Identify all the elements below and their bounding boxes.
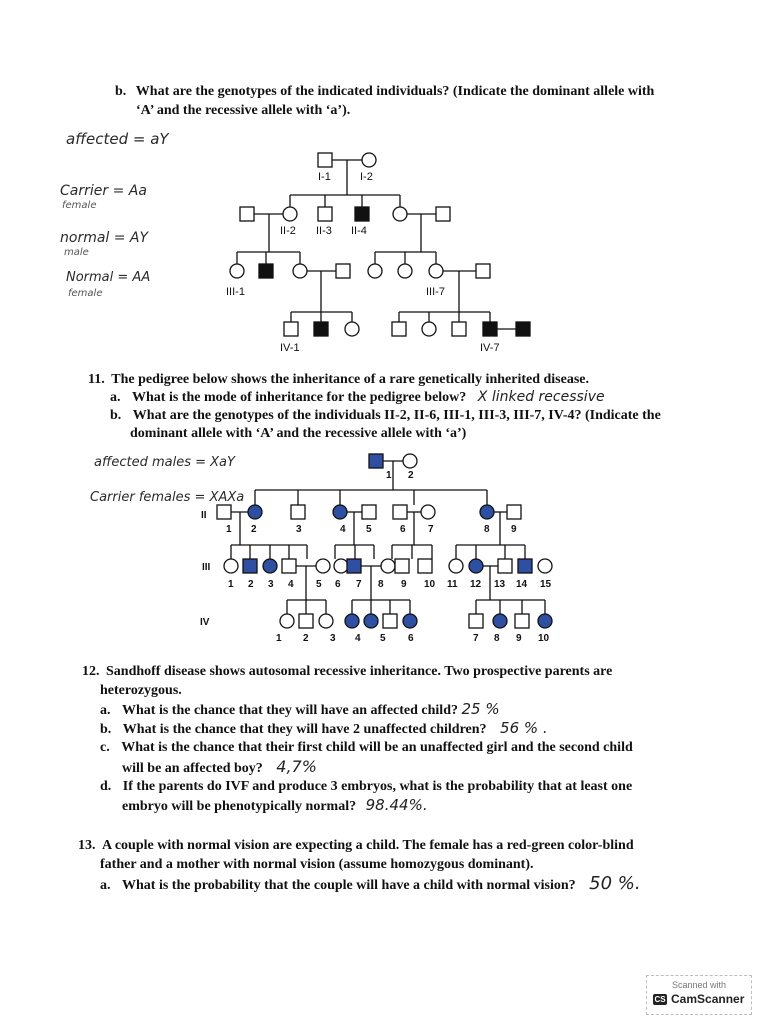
p2-affected-male-I1: [369, 454, 383, 468]
q12-c-second: [122, 757, 317, 778]
p2-carrier-female-III3: [263, 559, 277, 573]
p2-female-III8: [381, 559, 395, 573]
q11-a-answer: X linked recessive: [477, 389, 605, 405]
p2-affected-male-III14: [518, 559, 532, 573]
q12-c-label: c.: [100, 740, 110, 755]
q13-text2: father and a mother with normal vision (assume homozygous dominant).: [100, 857, 534, 872]
p2-num-II2: 2: [251, 524, 257, 535]
q11-text: The pedigree below shows the inheritance of a rare genetically inherited disease.: [111, 372, 589, 387]
p2-male-II9: [507, 505, 521, 519]
q10b-line2: ‘A’ and the recessive allele with ‘a’).: [136, 103, 351, 118]
p2-carrier-female-II2: [248, 505, 262, 519]
p2-male-IV5b: [383, 614, 397, 628]
q13-a-text: What is the probability that the couple will have a child with normal vision?: [122, 878, 576, 893]
q12-d-line1-pre: If the parents do IVF and produce 3 embryos, what is the probability that: [122, 779, 566, 794]
p2-num-IV9: 9: [516, 633, 522, 644]
label-II2: II-2: [280, 225, 296, 237]
p2-male-II1: [217, 505, 231, 519]
p2-carrier-female-II4: [333, 505, 347, 519]
p2-carrier-female-IV5: [364, 614, 378, 628]
p2-carrier-female-III12: [469, 559, 483, 573]
q12-a-answer: 25 %: [461, 700, 500, 718]
p2-num-II7: 7: [428, 524, 434, 535]
q12-c: [100, 738, 633, 757]
p2-female-III1: [224, 559, 238, 573]
q12-a: [100, 700, 500, 720]
label-II3: II-3: [316, 225, 332, 237]
p2-gen-II: II: [201, 510, 207, 521]
p2-num-II9: 9: [511, 524, 517, 535]
p2-affected-male-III2: [243, 559, 257, 573]
p2-num-III2: 2: [248, 579, 254, 590]
p2-male-IV2: [299, 614, 313, 628]
p2-num-IV2: 2: [303, 633, 309, 644]
p2-male-II3: [291, 505, 305, 519]
q10b-line1: What are the genotypes of the indicated individuals? (Indicate the dominant allele with: [135, 84, 655, 99]
q11-number: 11.: [88, 372, 105, 387]
p2-num-III15: 15: [540, 579, 552, 590]
p2-num-II8: 8: [484, 524, 490, 535]
p2-carrier-female-IV10: [538, 614, 552, 628]
q11-b-line2: dominant allele with ‘A’ and the recessive allele with ‘a’): [130, 426, 467, 441]
note-affected: affected = aY: [66, 130, 169, 148]
p2-num-IV1: 1: [276, 633, 282, 644]
p2-female-III15: [538, 559, 552, 573]
p2-num-III4: 4: [288, 579, 294, 590]
label-IV7: IV-7: [480, 342, 500, 354]
p2-num-I2: 2: [408, 470, 414, 481]
q12-c-line2: will be an affected boy?: [122, 761, 263, 776]
p2-female-III5: [316, 559, 330, 573]
q11-a-label: a.: [110, 390, 121, 405]
label-IV1: IV-1: [280, 342, 300, 354]
p2-num-IV8: 8: [494, 633, 500, 644]
p2-num-IV6: 6: [408, 633, 414, 644]
p2-carrier-female-IV6: [403, 614, 417, 628]
p2-male-III10: [418, 559, 432, 573]
p2-num-IV7: 7: [473, 633, 479, 644]
q12-d: [100, 777, 632, 796]
p2-num-I1: 1: [386, 470, 392, 481]
p2-female-III11: [449, 559, 463, 573]
p2-male-IV9: [515, 614, 529, 628]
p2-female-IV1: [280, 614, 294, 628]
p2-num-II4: 4: [340, 524, 346, 535]
p2-num-III3: 3: [268, 579, 274, 590]
q12-number: 12.: [82, 664, 100, 679]
q12-a-label: a.: [100, 703, 111, 718]
q13-number: 13.: [78, 838, 96, 853]
scanner-brand: [653, 992, 751, 1006]
q12-c-line1: What is the chance that their first child will be an unaffected girl and the second child: [121, 740, 633, 755]
q11-b-label: b.: [110, 408, 122, 423]
p2-carrier-female-IV4: [345, 614, 359, 628]
q12-d-answer: 98.44%.: [365, 796, 428, 814]
label-I2: I-2: [360, 171, 373, 183]
camscanner-watermark: [646, 975, 752, 1015]
pedigree-2-lines: [231, 461, 545, 614]
note-carrier-females: Carrier females = XAXa: [90, 490, 245, 505]
q12-d-second: [122, 796, 428, 816]
note-normal-female: Normal = AA: [66, 270, 151, 285]
q12-text1: Sandhoff disease shows autosomal recessive inheritance. Two prospective parents are: [106, 664, 613, 679]
note-normal-male-sub: male: [64, 247, 89, 258]
q12-b: [100, 719, 548, 739]
p2-num-III12: 12: [470, 579, 482, 590]
p2-num-III1: 1: [228, 579, 234, 590]
p2-num-III9: 9: [401, 579, 407, 590]
camscanner-logo-icon: CS: [654, 994, 666, 1004]
p2-num-IV4: 4: [355, 633, 361, 644]
p2-male-III4: [282, 559, 296, 573]
note-affected-males: affected males = XaY: [94, 455, 235, 470]
note-normal-female-sub: female: [68, 288, 103, 299]
p2-num-III7: 7: [356, 579, 362, 590]
p2-female-I2: [403, 454, 417, 468]
p2-num-II3: 3: [296, 524, 302, 535]
p2-num-III6: 6: [335, 579, 341, 590]
q12-c-answer: 4,7%: [276, 757, 317, 776]
p2-num-III5: 5: [316, 579, 322, 590]
p2-female-IV3: [319, 614, 333, 628]
p2-num-IV5: 5: [380, 633, 386, 644]
p2-num-III14: 14: [516, 579, 528, 590]
q13-text1: A couple with normal vision are expecting a child. The female has a red-green color-blind: [102, 838, 634, 853]
q13-a: [100, 874, 641, 895]
p2-male-IV7: [469, 614, 483, 628]
note-carrier: Carrier = Aa: [60, 183, 147, 199]
q10b-label: b.: [115, 84, 127, 99]
p2-num-IV3: 3: [330, 633, 336, 644]
scanner-top-text: Scanned with: [671, 980, 727, 990]
note-carrier-sub: female: [62, 200, 97, 211]
q12-b-text: What is the chance that they will have 2 unaffected children?: [122, 722, 487, 737]
q12-text2: heterozygous.: [100, 683, 182, 698]
p2-num-III11: 11: [447, 579, 458, 590]
q12-b-label: b.: [100, 722, 112, 737]
p2-num-IV10: 10: [538, 633, 550, 644]
q11-a-text: What is the mode of inheritance for the pedigree below?: [132, 390, 467, 405]
p2-female-III6: [334, 559, 348, 573]
q12-d-label: d.: [100, 779, 112, 794]
p2-male-III9: [395, 559, 409, 573]
label-I1: I-1: [318, 171, 331, 183]
p2-male-II5: [362, 505, 376, 519]
note-normal-male: normal = AY: [60, 230, 149, 246]
p2-male-II6: [393, 505, 407, 519]
p2-affected-male-III7: [347, 559, 361, 573]
q13-a-label: a.: [100, 878, 111, 893]
q11-b-line1: What are the genotypes of the individuals II-2, II-6, III-1, III-3, III-7, IV-4? (Indicate the: [132, 408, 661, 423]
p2-gen-III: III: [202, 562, 211, 573]
pedigree-2-symbols: [217, 454, 552, 628]
p2-num-III13: 13: [494, 579, 506, 590]
q13-a-answer: 50 %.: [589, 873, 641, 894]
p2-num-II1: 1: [226, 524, 232, 535]
p2-female-II7: [421, 505, 435, 519]
question-13: [78, 836, 634, 855]
p2-num-III8: 8: [378, 579, 384, 590]
q12-b-answer: 56 % .: [500, 719, 548, 737]
q12-d-line2-bold: embryo will be phenotypically normal?: [122, 799, 357, 814]
label-III1: III-1: [226, 286, 245, 298]
p2-carrier-female-IV8: [493, 614, 507, 628]
question-12: [82, 662, 612, 681]
p2-num-III10: 10: [424, 579, 436, 590]
p2-num-II6: 6: [400, 524, 406, 535]
p2-gen-IV: IV: [200, 617, 210, 628]
label-II4: II-4: [351, 225, 367, 237]
q12-a-text: What is the chance that they will have an affected child?: [122, 703, 458, 718]
q12-d-line1-bold: at least one: [565, 779, 633, 794]
p2-male-III13: [498, 559, 512, 573]
p2-carrier-female-II8: [480, 505, 494, 519]
scanner-brand-text: CamScanner: [671, 992, 745, 1006]
p2-num-II5: 5: [366, 524, 372, 535]
label-III7: III-7: [426, 286, 445, 298]
